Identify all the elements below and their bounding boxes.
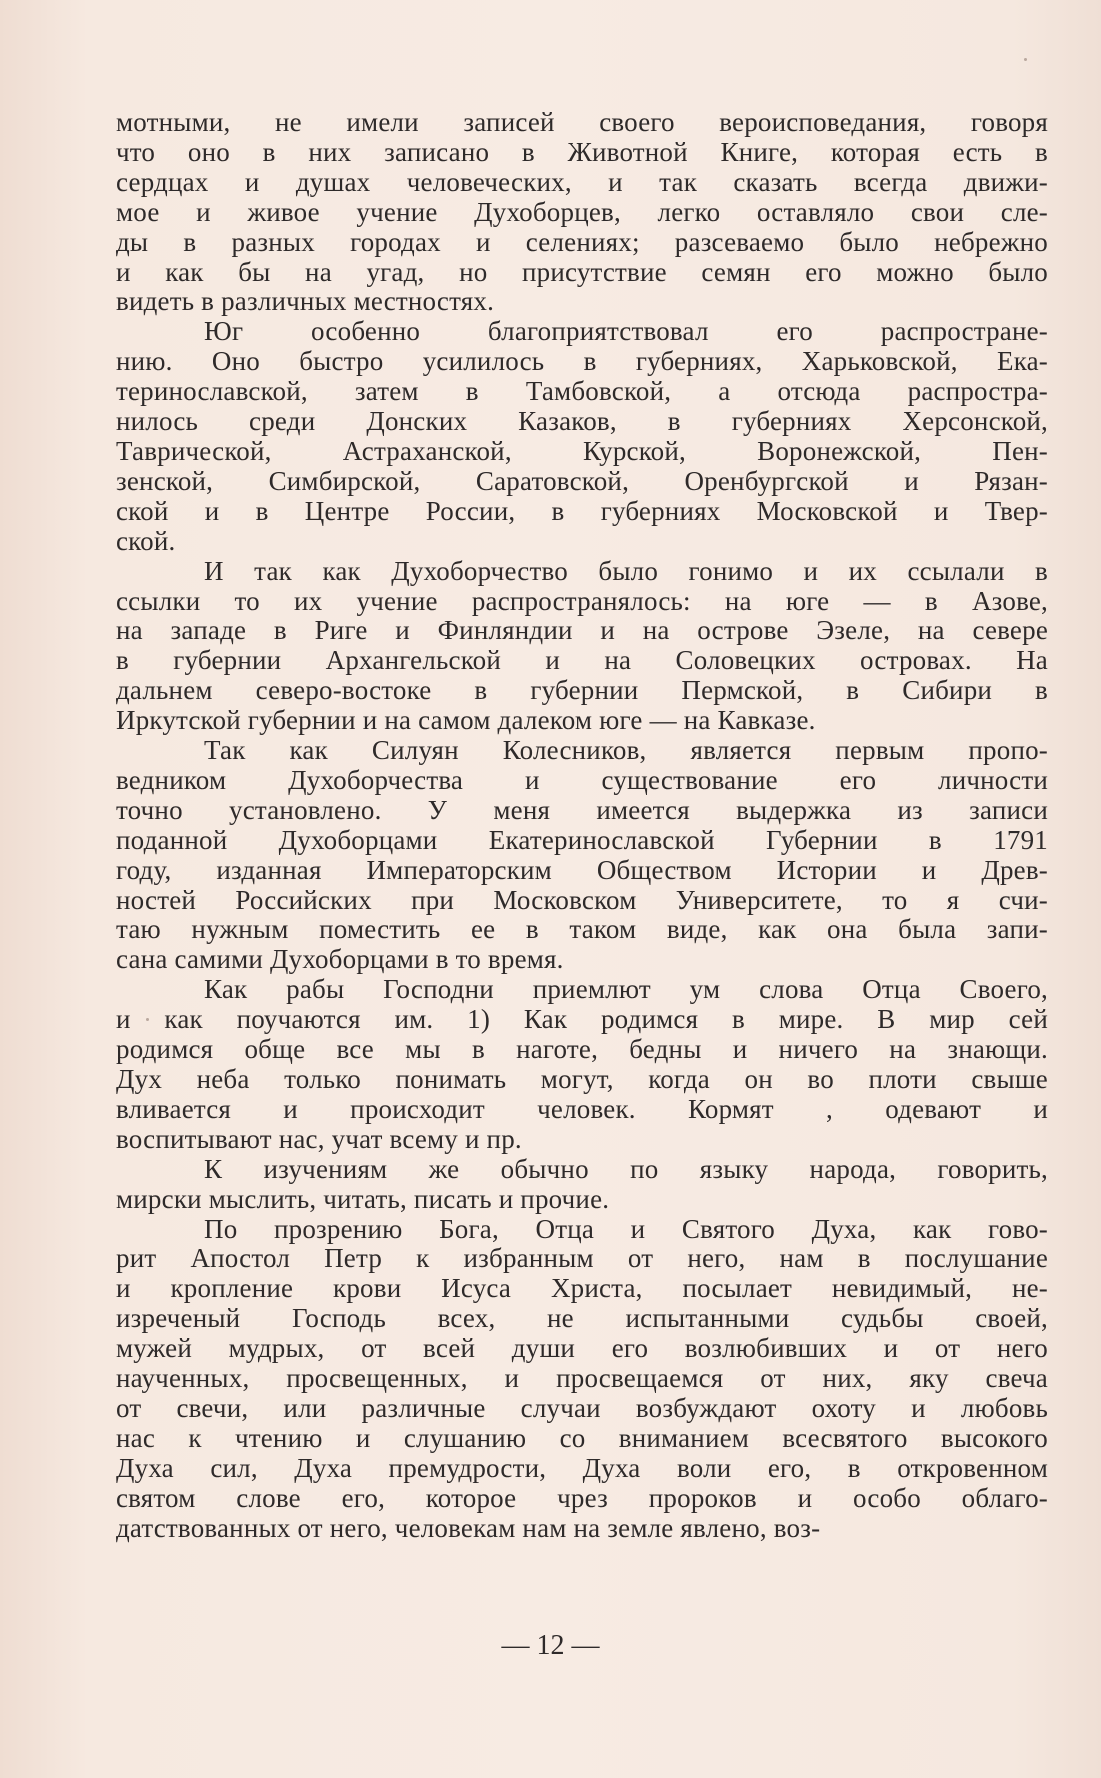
paragraph (116, 108, 1048, 317)
text-line: ской и в Центре России, в губерниях Московской и Твер- (116, 496, 1048, 526)
paragraph (116, 1215, 1048, 1544)
text-line: зенской, Симбирской, Саратовской, Оренбургской и Рязан- (116, 466, 1048, 496)
text-line: Как рабы Господни приемлют ум слова Отца Своего, (204, 975, 1048, 1005)
text-line: и как бы на угад, но присутствие семян его можно было (116, 257, 1048, 287)
paragraph (116, 1155, 1048, 1215)
text-line: И так как Духоборчество было гонимо и их ссылали в (204, 556, 1048, 586)
body-text (116, 108, 1048, 1544)
text-line: ды в разных городах и селениях; разсеваемо было небрежно (116, 227, 1048, 257)
text-line: таю нужным поместить ее в таком виде, как она была запи- (116, 915, 1048, 945)
text-line: мужей мудрых, от всей души его возлюбивших и от него (116, 1334, 1048, 1364)
text-line: воспитывают нас, учат всему и пр. (116, 1124, 522, 1154)
paragraph (116, 557, 1048, 736)
text-line: поданной Духоборцами Екатеринославской Губернии в 1791 (116, 825, 1048, 855)
text-line: нию. Оно быстро усилилось в губерниях, Харьковской, Ека- (116, 347, 1048, 377)
text-line: рит Апостол Петр к избранным от него, нам в послушание (116, 1244, 1048, 1274)
text-line: и как поучаются им. 1) Как родимся в мире. В мир сей (116, 1005, 1048, 1035)
page-number: — 12 — (501, 1630, 600, 1661)
text-line: мирски мыслить, читать, писать и прочие. (116, 1184, 610, 1214)
text-line: изреченый Господь всех, не испытанными судьбы своей, (116, 1304, 1048, 1334)
text-line: Юг особенно благоприятствовал его распростране- (204, 317, 1048, 347)
text-line: в губернии Архангельской и на Соловецких островах. На (116, 646, 1048, 676)
text-line: родимся обще все мы в наготе, бедны и ничего на знающи. (116, 1035, 1048, 1065)
text-line: точно установлено. У меня имеется выдержка из записи (116, 795, 1048, 825)
text-line: мое и живое учение Духоборцев, легко оставляло свои сле- (116, 197, 1048, 227)
text-line: датствованных от него, человекам нам на земле явлено, воз- (116, 1513, 821, 1543)
text-line: Дух неба только понимать могут, когда он во плоти свыше (116, 1065, 1048, 1094)
text-line: дальнем северо-востоке в губернии Пермской, в Сибири в (116, 676, 1048, 706)
text-line: нилось среди Донских Казаков, в губерниях Херсонской, (116, 407, 1048, 437)
text-line: вливается и происходит человек. Кормят , одевают и (116, 1094, 1048, 1124)
text-line: святом слове его, которое чрез пророков и особо облаго- (116, 1483, 1048, 1513)
text-line: и кропление крови Исуса Христа, посылает невидимый, не- (116, 1274, 1048, 1304)
text-line: нас к чтению и слушанию со вниманием всесвятого высокого (116, 1423, 1048, 1453)
text-line: ской. (116, 526, 176, 556)
text-line: Духа сил, Духа премудрости, Духа воли его, в откровенном (116, 1453, 1048, 1483)
text-line: ведником Духоборчества и существование его личности (116, 765, 1048, 795)
text-line: наученных, просвещенных, и просвещаемся от них, яку свеча (116, 1364, 1048, 1394)
text-line: видеть в различных местностях. (116, 287, 495, 317)
text-line: году, изданная Императорским Обществом Истории и Древ- (116, 855, 1048, 885)
paragraph (116, 736, 1048, 975)
paragraph (116, 975, 1048, 1154)
text-line: сердцах и душах человеческих, и так сказать всегда движи- (116, 167, 1048, 197)
text-line: сана самими Духоборцами в то время. (116, 945, 564, 975)
text-line: Таврической, Астраханской, Курской, Воронежской, Пен- (116, 436, 1048, 466)
text-line: ссылки то их учение распространялось: на юге — в Азове, (116, 586, 1048, 616)
paper-speck (1024, 58, 1027, 61)
text-line: теринославской, затем в Тамбовской, а отсюда распростра- (116, 377, 1048, 407)
text-line: Так как Силуян Колесников, является первым пропо- (204, 736, 1048, 766)
text-line: мотными, не имели записей своего вероисповедания, говоря (116, 108, 1048, 137)
text-line: По прозрению Бога, Отца и Святого Духа, как гово- (204, 1214, 1048, 1244)
text-line: Иркутской губернии и на самом далеком юге — на Кавказе. (116, 706, 816, 736)
text-line: ностей Российских при Московском Университете, то я счи- (116, 885, 1048, 915)
text-line: К изучениям же обычно по языку народа, говорить, (204, 1154, 1048, 1184)
paragraph (116, 317, 1048, 556)
text-line: от свечи, или различные случаи возбуждают охоту и любовь (116, 1393, 1048, 1423)
text-line: что оно в них записано в Животной Книге, которая есть в (116, 137, 1048, 167)
text-line: на западе в Риге и Финляндии и на острове Эзеле, на севере (116, 616, 1048, 646)
